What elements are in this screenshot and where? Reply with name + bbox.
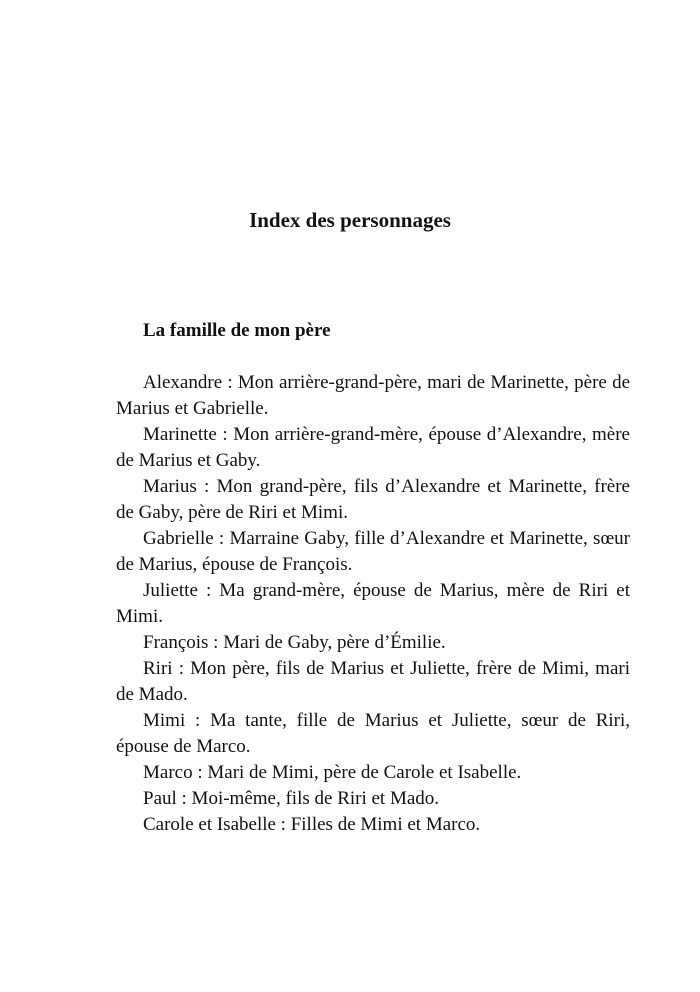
character-entry-mimi: Mimi : Ma tante, fille de Marius et Juliette, sœur de Riri, épouse de Marco. <box>116 710 630 757</box>
character-entry-alexandre: Alexandre : Mon arrière-grand-père, mari de Marinette, père de Marius et Gabrielle. <box>116 372 630 419</box>
character-entry-marco: Marco : Mari de Mimi, père de Carole et Isabelle. <box>143 762 522 783</box>
character-list <box>116 370 630 838</box>
page-title: Index des personnages <box>249 208 451 232</box>
character-entry-paul: Paul : Moi-même, fils de Riri et Mado. <box>143 788 440 809</box>
character-entry-marius: Marius : Mon grand-père, fils d’Alexandre et Marinette, frère de Gaby, père de Riri et Mimi. <box>116 476 630 523</box>
character-entry-marinette: Marinette : Mon arrière-grand-mère, épouse d’Alexandre, mère de Marius et Gaby. <box>116 424 630 471</box>
character-entry-carole-isabelle: Carole et Isabelle : Filles de Mimi et Marco. <box>143 814 481 835</box>
character-entry-riri: Riri : Mon père, fils de Marius et Juliette, frère de Mimi, mari de Mado. <box>116 658 630 705</box>
character-entry-gabrielle: Gabrielle : Marraine Gaby, fille d’Alexandre et Marinette, sœur de Marius, épouse de François. <box>116 528 630 575</box>
character-entry-juliette: Juliette : Ma grand-mère, épouse de Marius, mère de Riri et Mimi. <box>116 580 630 627</box>
character-entry-francois: François : Mari de Gaby, père d’Émilie. <box>143 632 446 653</box>
section-heading: La famille de mon père <box>143 320 331 341</box>
